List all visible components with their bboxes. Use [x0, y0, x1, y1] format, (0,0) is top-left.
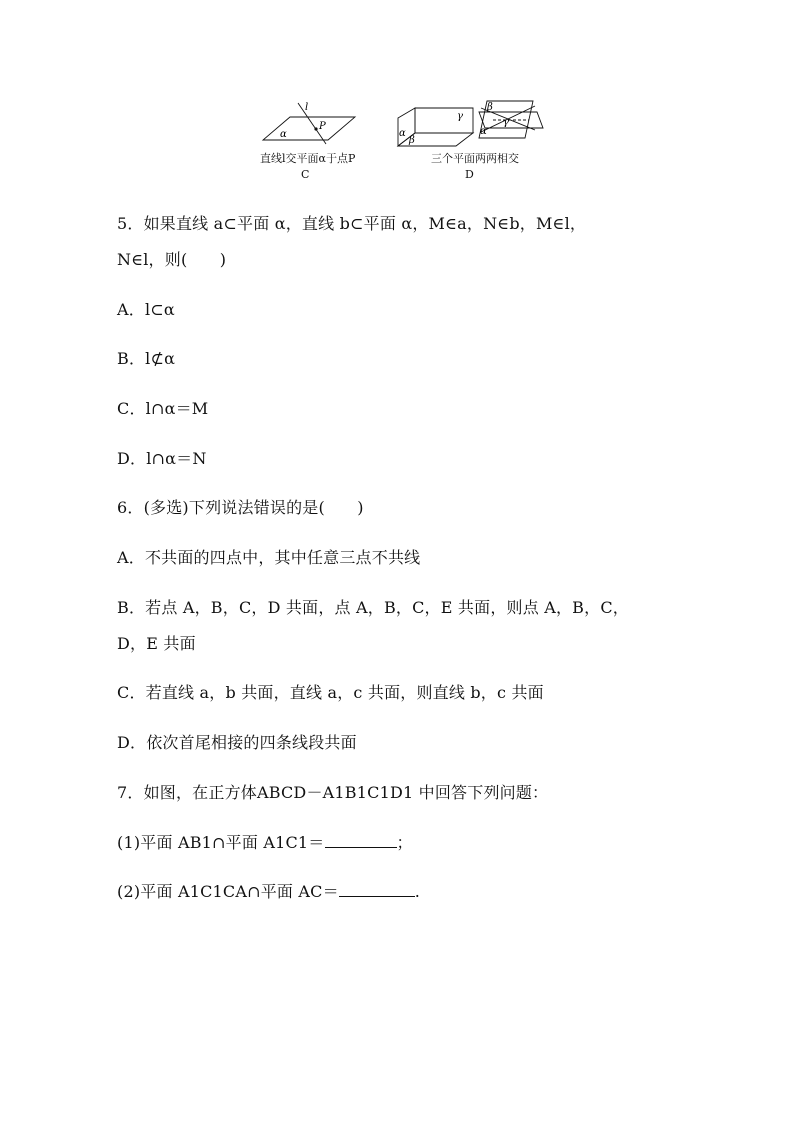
figure-d-letter: D [465, 168, 474, 181]
q6-option-b-line2: D，E 共面 [117, 634, 196, 653]
answer-blank-2[interactable] [339, 882, 415, 897]
label-gamma-2: γ [503, 117, 509, 128]
figure-d-caption: 三个平面两两相交 [431, 152, 519, 165]
q7-stem: 7．如图，在正方体ABCD－A1B1C1D1 中回答下列问题： [117, 783, 549, 802]
q5-stem-line1: 5．如果直线 a⊂平面 α，直线 b⊂平面 α，M∈a，N∈b，M∈l， [117, 214, 587, 233]
q7-part1-text: (1)平面 AB1∩平面 A1C1＝ [117, 833, 325, 852]
figure-c-caption: 直线l交平面α于点P [260, 152, 356, 165]
q7-part2-text: (2)平面 A1C1CA∩平面 AC＝ [117, 882, 339, 901]
label-l: l [305, 102, 309, 113]
q5-option-b: B．l⊄α [117, 349, 176, 368]
point-p [314, 127, 317, 130]
q6-option-b-line1: B．若点 A，B，C，D 共面，点 A，B，C，E 共面，则点 A，B，C， [117, 598, 629, 617]
figure-c-letter: C [301, 168, 310, 181]
label-beta: β [409, 135, 415, 146]
label-p: P [319, 121, 326, 132]
q6-option-a: A．不共面的四点中，其中任意三点不共线 [117, 548, 421, 567]
q6-stem: 6．(多选)下列说法错误的是( ) [117, 498, 364, 517]
q5-option-d: D．l∩α＝N [117, 449, 207, 468]
q7-part2-end: . [414, 882, 421, 901]
answer-blank-1[interactable] [325, 833, 397, 848]
q6-option-d: D．依次首尾相接的四条线段共面 [117, 733, 357, 752]
q7-part1-end: ； [396, 833, 413, 852]
label-beta-2: β [487, 102, 493, 113]
q7-part1 [117, 830, 413, 853]
q7-part2 [117, 879, 420, 902]
label-gamma: γ [457, 111, 463, 122]
q5-option-c: C．l∩α＝M [117, 399, 209, 418]
figure-d [395, 98, 550, 150]
label-alpha-2: α [480, 126, 487, 137]
plane-alpha [263, 117, 355, 140]
q6-option-c: C．若直线 a，b 共面，直线 a，c 共面，则直线 b，c 共面 [117, 683, 544, 702]
label-alpha: α [280, 129, 287, 140]
label-alpha: α [399, 128, 406, 139]
q5-option-a: A．l⊂α [117, 300, 175, 319]
q5-stem-line2: N∈l，则( ) [117, 250, 227, 269]
plane-gamma [415, 108, 473, 133]
figure-c [258, 100, 358, 146]
